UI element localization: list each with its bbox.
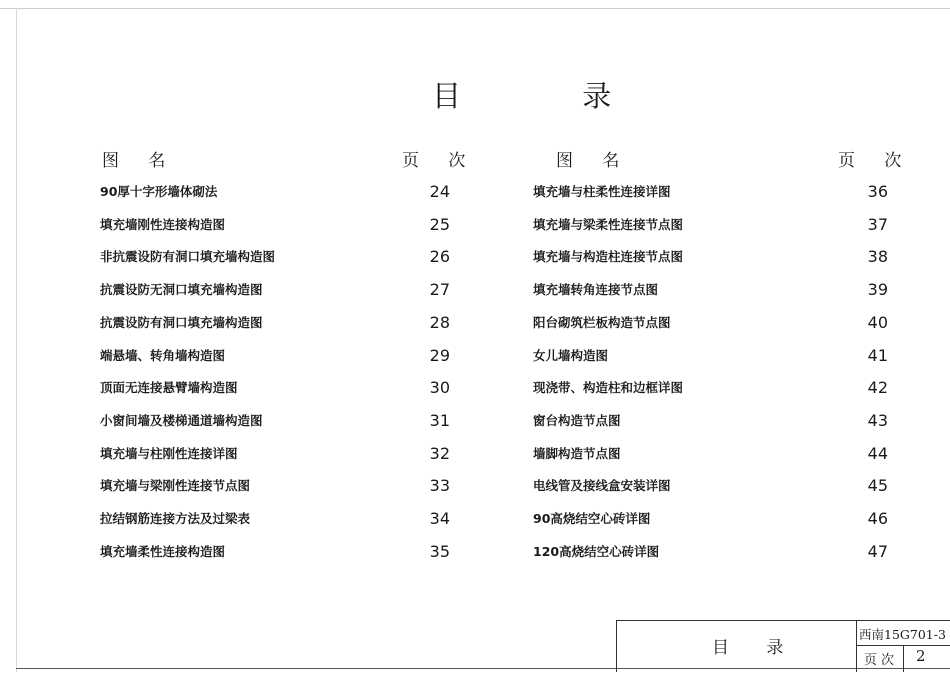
frame-top-line	[0, 8, 950, 9]
toc-entry-name: 抗震设防无洞口填充墙构造图	[100, 282, 263, 298]
atlas-code: 西南15G701-3	[859, 627, 946, 642]
toc-entry	[100, 409, 450, 442]
toc-entry-page: 25	[429, 214, 450, 234]
toc-entry-page: 32	[429, 443, 450, 463]
toc-entry-name: 电线管及接线盒安装详图	[533, 478, 671, 494]
title-block-title: 目 录	[712, 638, 800, 658]
toc-entry-name: 顶面无连接悬臂墙构造图	[100, 380, 238, 396]
toc-entry	[100, 540, 450, 573]
page-number: 2	[916, 647, 926, 665]
toc-entry	[533, 278, 888, 311]
toc-entry	[533, 442, 888, 475]
page-label: 页次	[864, 653, 899, 668]
toc-entry-name: 填充墙与构造柱连接节点图	[533, 249, 684, 265]
toc-entry-page: 38	[867, 247, 888, 267]
toc-entry-page: 40	[867, 312, 888, 332]
toc-entry	[100, 245, 450, 278]
toc-entry-page: 42	[867, 378, 888, 398]
toc-entry-page: 37	[867, 214, 888, 234]
toc-entry	[533, 180, 888, 213]
toc-entry-name: 填充墙与柱柔性连接详图	[533, 184, 671, 199]
toc-entry	[533, 409, 888, 442]
toc-entry-page: 33	[429, 476, 450, 496]
toc-entry-page: 36	[867, 182, 888, 201]
toc-entry-page: 39	[867, 280, 888, 300]
toc-entry	[100, 180, 450, 213]
toc-entry	[533, 376, 888, 409]
toc-entry	[100, 344, 450, 377]
toc-entry	[100, 442, 450, 475]
toc-entry-page: 26	[429, 247, 450, 267]
toc-entry	[100, 311, 450, 344]
toc-entry-page: 43	[867, 410, 888, 430]
toc-entry	[533, 540, 888, 573]
toc-entry-page: 47	[867, 541, 888, 561]
toc-entry-page: 44	[867, 443, 888, 463]
left-name-header: 图 名	[102, 151, 178, 171]
title-block-divider	[903, 645, 904, 672]
toc-entry-page: 30	[429, 378, 450, 398]
toc-entry-page: 24	[429, 182, 450, 201]
toc-entry	[533, 245, 888, 278]
toc-entry-name: 阳台砌筑栏板构造节点图	[533, 314, 671, 330]
toc-entry-name: 填充墙柔性连接构造图	[100, 543, 226, 559]
toc-entry-name: 填充墙转角连接节点图	[533, 282, 659, 298]
toc-entry-name: 端悬墙、转角墙构造图	[100, 347, 226, 363]
toc-entry	[100, 507, 450, 540]
toc-entry-page: 35	[429, 541, 450, 561]
toc-entry	[533, 213, 888, 246]
toc-entry	[100, 278, 450, 311]
toc-entry	[533, 474, 888, 507]
right-name-header: 图 名	[556, 151, 632, 171]
toc-entry-name: 非抗震设防有洞口填充墙构造图	[100, 249, 276, 265]
title-block-divider	[856, 620, 857, 672]
toc-entry-page: 28	[429, 312, 450, 332]
toc-entry	[533, 311, 888, 344]
frame-left-line	[16, 8, 17, 672]
toc-entry-page: 45	[867, 476, 888, 496]
toc-entry-name: 墙脚构造节点图	[533, 445, 621, 461]
toc-entry-name: 90高烧结空心砖详图	[533, 511, 651, 526]
toc-entry-name: 女儿墙构造图	[533, 347, 609, 363]
toc-entry-page: 29	[429, 345, 450, 365]
toc-entry-name: 120高烧结空心砖详图	[533, 543, 660, 559]
toc-entry-page: 41	[867, 345, 888, 365]
toc-entry	[533, 507, 888, 540]
toc-entry-name: 窗台构造节点图	[533, 412, 621, 428]
toc-entry-page: 31	[429, 410, 450, 430]
title-block-divider	[616, 620, 617, 672]
toc-entry-name: 填充墙与梁刚性连接节点图	[100, 478, 251, 494]
toc-entry-name: 抗震设防有洞口填充墙构造图	[100, 314, 263, 330]
toc-entry	[100, 376, 450, 409]
toc-entry-name: 小窗间墙及楼梯通道墙构造图	[100, 412, 263, 428]
toc-entry-page: 34	[429, 509, 450, 528]
toc-entry	[100, 213, 450, 246]
toc-entry	[100, 474, 450, 507]
toc-entry-name: 现浇带、构造柱和边框详图	[533, 380, 684, 396]
toc-entry-name: 填充墙与柱刚性连接详图	[100, 445, 238, 461]
toc-entry-name: 90厚十字形墙体砌法	[100, 184, 218, 199]
toc-entry	[533, 344, 888, 377]
toc-entry-name: 填充墙与梁柔性连接节点图	[533, 216, 684, 232]
toc-entry-page: 27	[429, 280, 450, 300]
page-title: 目 录	[432, 79, 668, 113]
left-page-header: 页 次	[402, 151, 478, 171]
toc-entry-page: 46	[867, 509, 888, 528]
toc-entry-name: 填充墙刚性连接构造图	[100, 216, 226, 232]
toc-entry-name: 拉结钢筋连接方法及过梁表	[100, 511, 251, 526]
right-page-header: 页 次	[838, 151, 914, 171]
